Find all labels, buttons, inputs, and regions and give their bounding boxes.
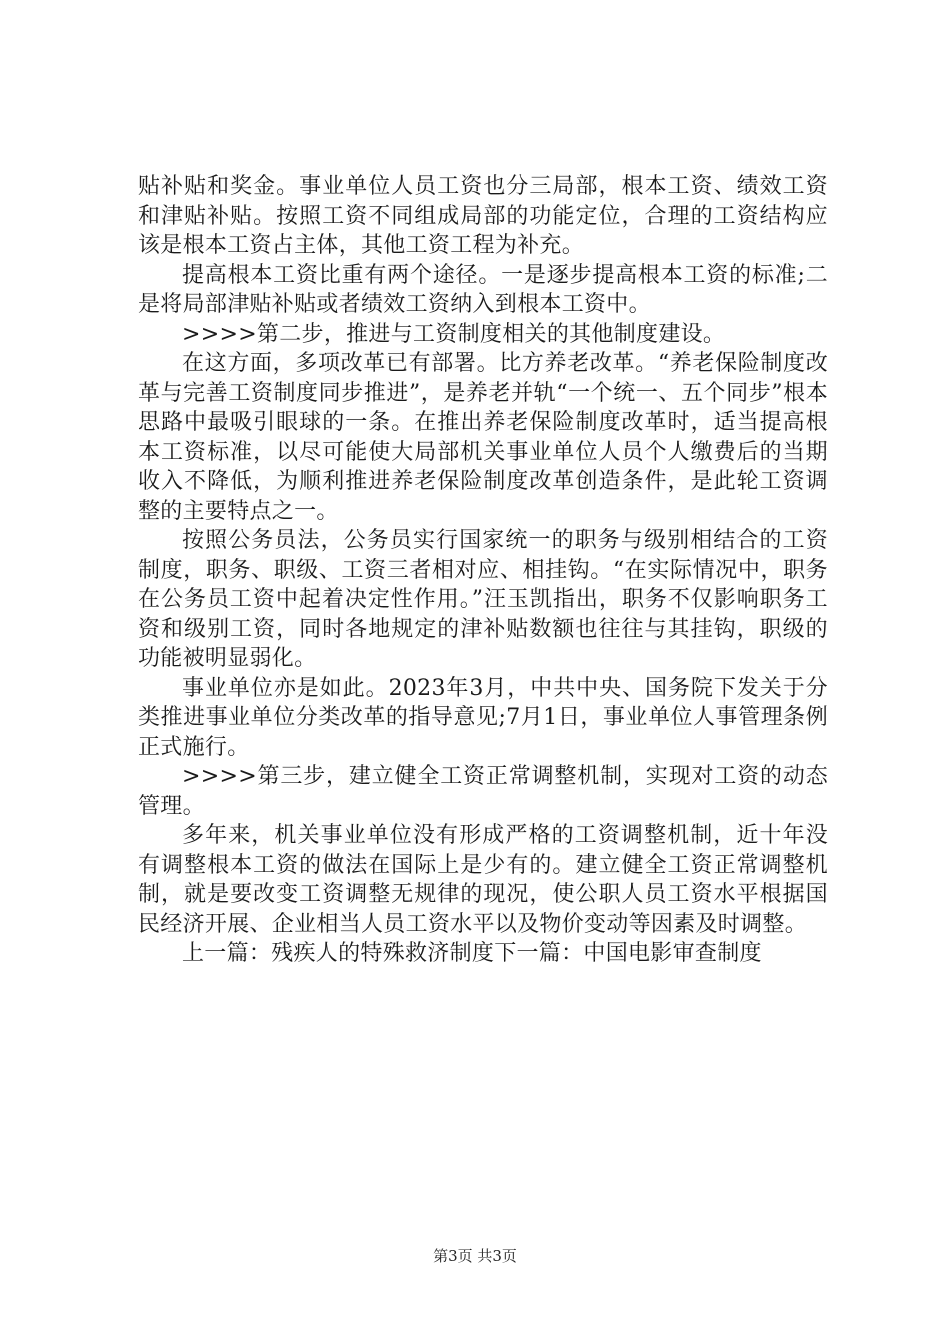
paragraph-7: >>>>第三步，建立健全工资正常调整机制，实现对工资的动态管理。 bbox=[138, 764, 828, 819]
paragraph-6: 事业单位亦是如此。2023年3月，中共中央、国务院下发关于分类推进事业单位分类改革的指导意见;7月1日，事业单位人事管理条例正式施行。 bbox=[138, 675, 828, 760]
paragraph-5: 按照公务员法，公务员实行国家统一的职务与级别相结合的工资制度，职务、职级、工资三者相对应、相挂钩。“在实际情况中，职务在公务员工资中起着决定性作用。”汪玉凯指出，职务不仅影响职务工资和级别工资，同时各地规定的津补贴数额也往往与其挂钩，职级的功能被明显弱化。 bbox=[138, 528, 828, 671]
prev-next-links[interactable]: 上一篇：残疾人的特殊救济制度下一篇：中国电影审查制度 bbox=[182, 941, 762, 966]
paragraph-1: 贴补贴和奖金。事业单位人员工资也分三局部，根本工资、绩效工资和津贴补贴。按照工资不同组成局部的功能定位，合理的工资结构应该是根本工资占主体，其他工资工程为补充。 bbox=[138, 174, 828, 258]
paragraph-4: 在这方面，多项改革已有部署。比方养老改革。“养老保险制度改革与完善工资制度同步推进”，是养老并轨“一个统一、五个同步”根本思路中最吸引眼球的一条。在推出养老保险制度改革时，适当提高根本工资标准，以尽可能使大局部机关事业单位人员个人缴费后的当期收入不降低，为顺利推进养老保险制度改革创造条件，是此轮工资调整的主要特点之一。 bbox=[138, 351, 828, 524]
paragraph-3: >>>>第二步，推进与工资制度相关的其他制度建设。 bbox=[182, 321, 726, 347]
document-body bbox=[138, 172, 828, 969]
page-number-footer: 第3页 共3页 bbox=[433, 1247, 517, 1265]
paragraph-2: 提高根本工资比重有两个途径。一是逐步提高根本工资的标准;二是将局部津贴补贴或者绩效工资纳入到根本工资中。 bbox=[138, 262, 828, 317]
paragraph-8: 多年来，机关事业单位没有形成严格的工资调整机制，近十年没有调整根本工资的做法在国际上是少有的。建立健全工资正常调整机制，就是要改变工资调整无规律的现况，使公职人员工资水平根据国民经济开展、企业相当人员工资水平以及物价变动等因素及时调整。 bbox=[138, 823, 828, 937]
